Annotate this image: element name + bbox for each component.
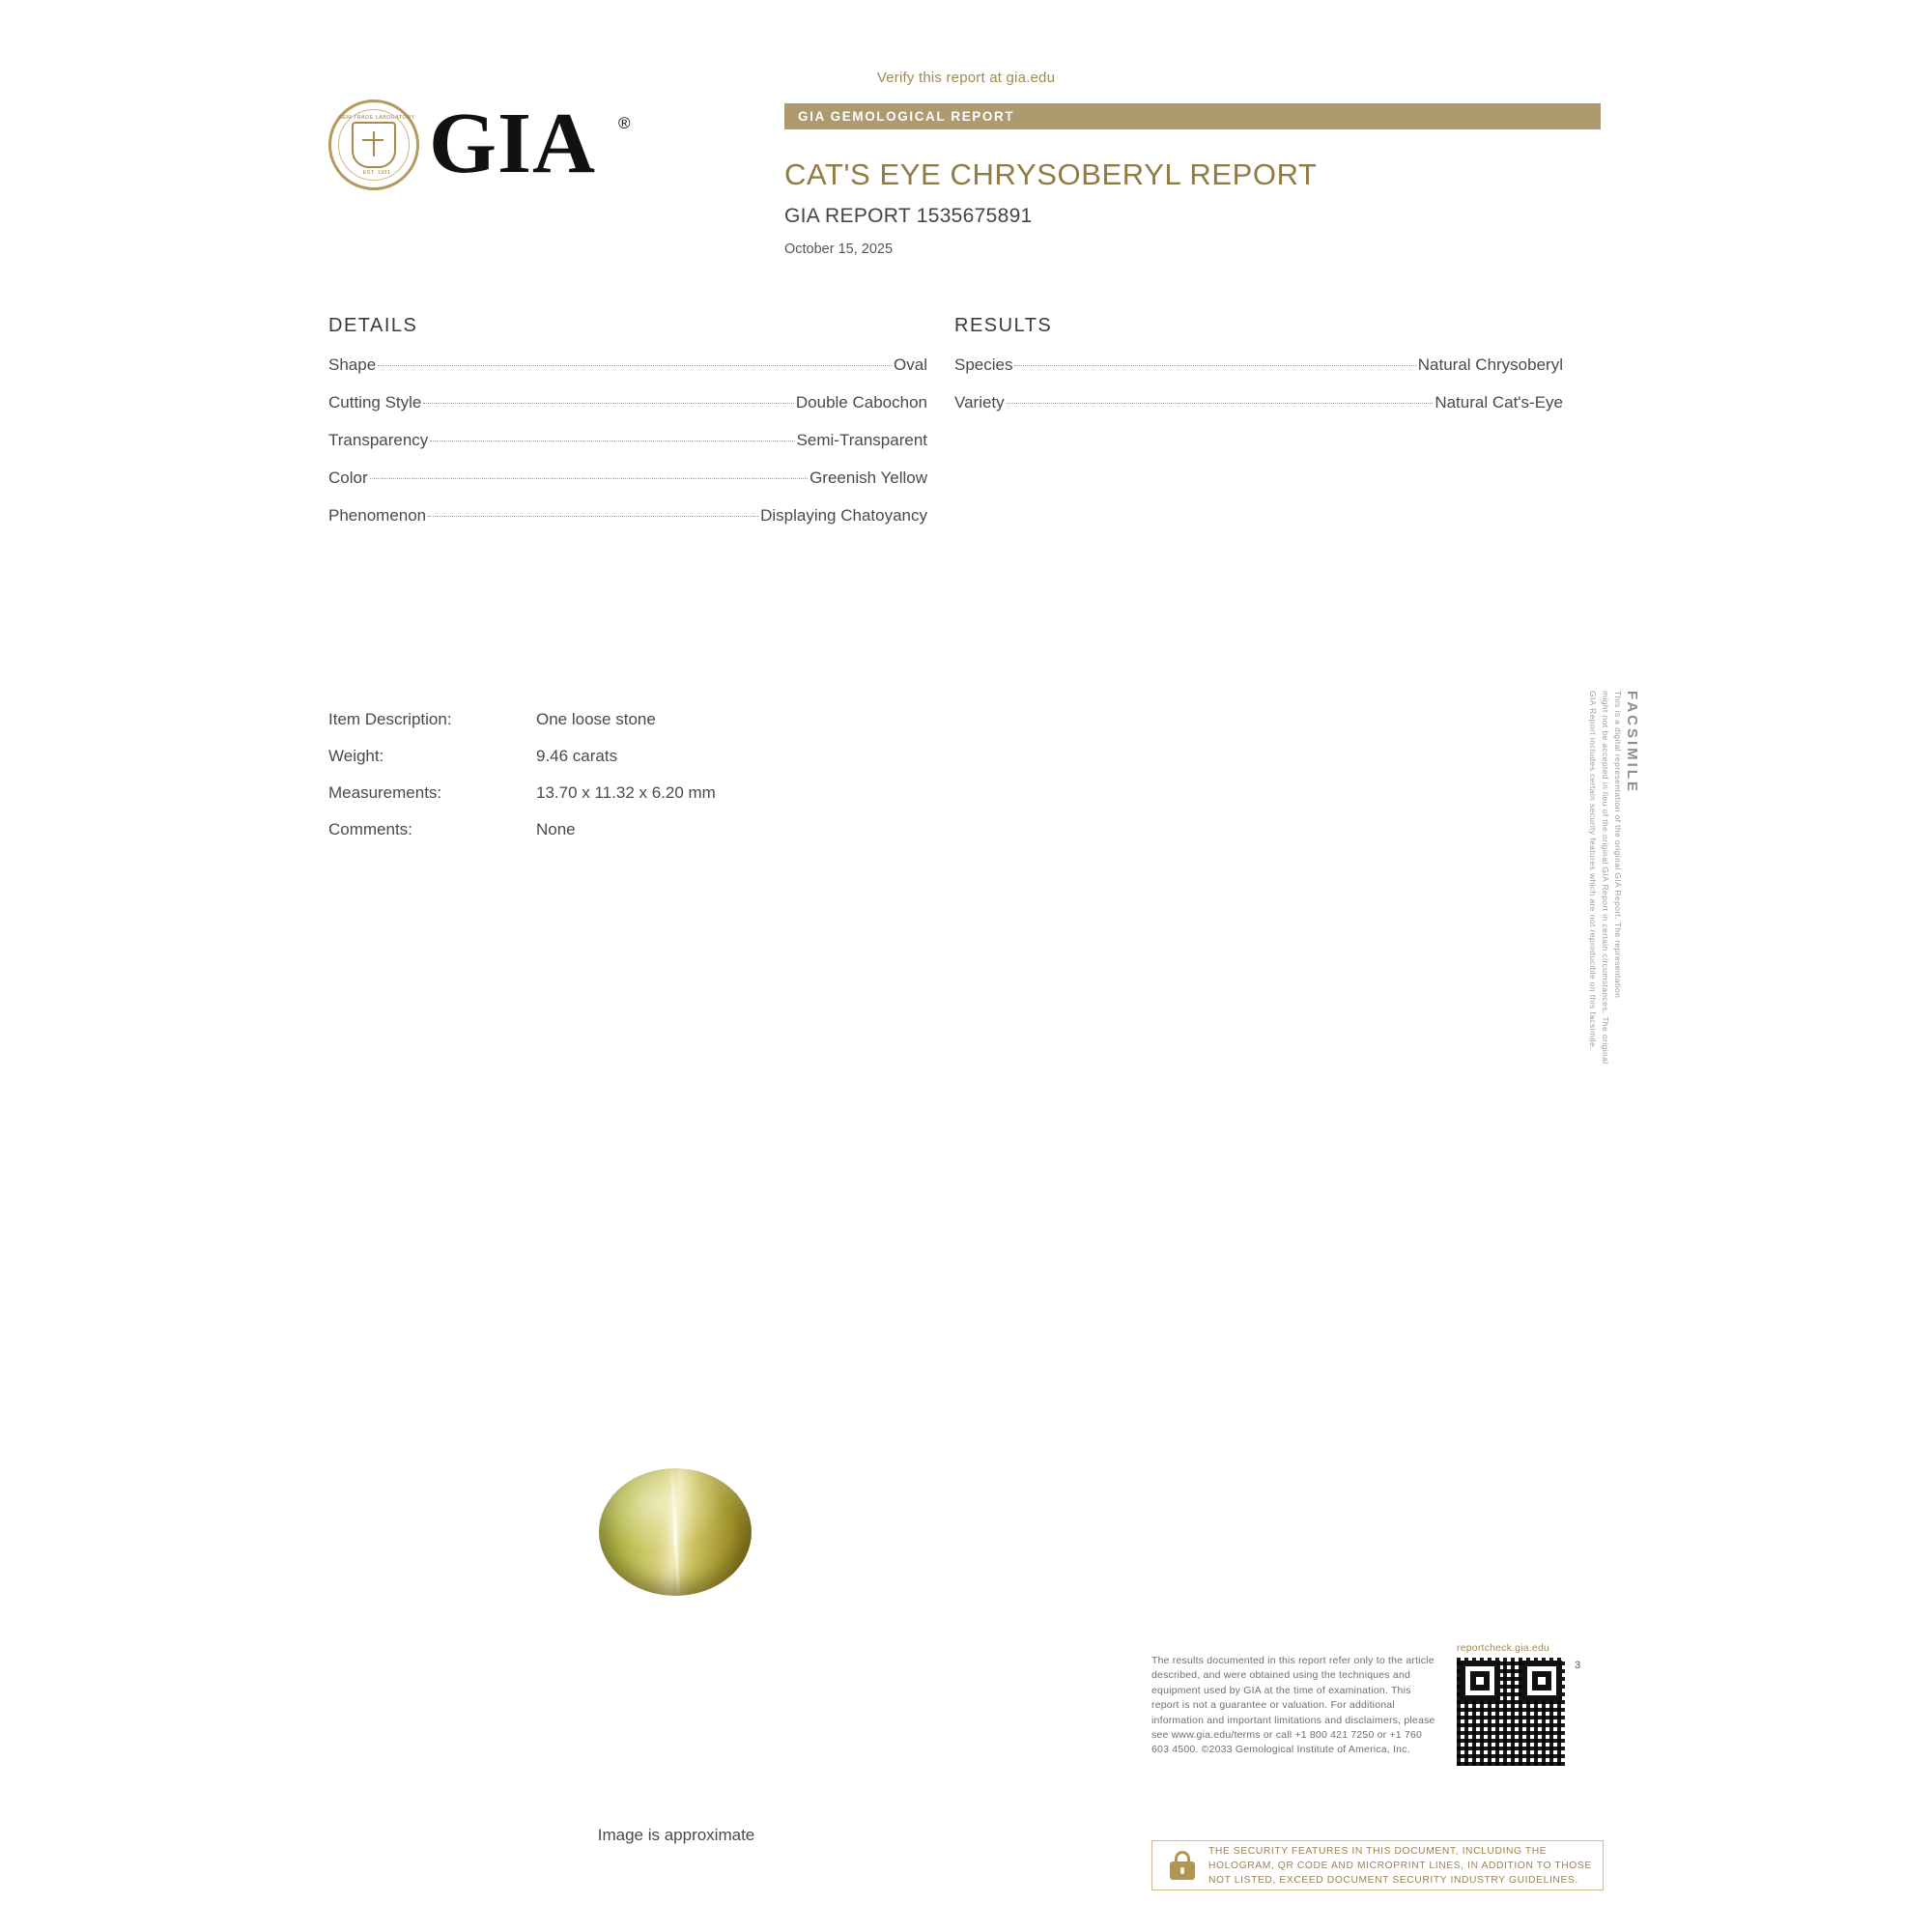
details-label-shape: Shape	[328, 355, 377, 374]
details-row-phenomenon	[328, 506, 927, 544]
details-list	[328, 355, 927, 544]
results-row-species	[954, 355, 1563, 393]
details-label-transparency: Transparency	[328, 431, 429, 449]
leader-dots	[1014, 365, 1415, 366]
seal-bottom-text: EST. 1931	[362, 170, 391, 176]
details-row-transparency	[328, 431, 927, 469]
facsimile-line-3: GIA Report includes certain security features which are not reproducible on this facsimile.	[1588, 691, 1598, 1050]
image-caption: Image is approximate	[597, 1826, 755, 1844]
qr-block	[1457, 1642, 1581, 1766]
results-list	[954, 355, 1563, 431]
details-heading: DETAILS	[328, 315, 418, 336]
item-key-description: Item Description:	[328, 710, 452, 728]
details-row-cutting-style	[328, 393, 927, 431]
qr-code-icon[interactable]	[1457, 1658, 1565, 1766]
item-value-comments: None	[536, 820, 576, 838]
facsimile-line-1: This is a digital representation of the original GIA Report. The representation	[1613, 691, 1623, 999]
report-number: GIA REPORT 1535675891	[784, 205, 1033, 227]
facsimile-notice	[1584, 691, 1652, 1232]
details-value-color: Greenish Yellow	[810, 469, 927, 487]
facsimile-line-2: might not be accepted in lieu of the original GIA Report in certain circumstances. The original	[1601, 691, 1610, 1065]
results-row-variety	[954, 393, 1563, 431]
gia-logo	[328, 97, 676, 193]
item-value-description: One loose stone	[536, 710, 656, 728]
report-date: October 15, 2025	[784, 242, 894, 257]
report-type-band	[784, 103, 1601, 129]
item-value-measurements: 13.70 x 11.32 x 6.20 mm	[536, 783, 716, 802]
seal-emblem-icon	[352, 122, 396, 168]
details-value-phenomenon: Displaying Chatoyancy	[760, 506, 927, 525]
footer-disclaimer: The results documented in this report refer only to the article described, and were obtained using the techniques and equipment used by GIA at the time of examination. This report is not a guarantee or valuation. For additional information and important limitations and disclaimers, please see www.gia.edu/terms or call +1 800 421 7250 or +1 760 603 4500. ©2033 Gemological Institute of America, Inc.	[1151, 1655, 1435, 1756]
results-heading: RESULTS	[954, 315, 1053, 336]
item-row-weight	[328, 747, 947, 783]
details-row-shape	[328, 355, 927, 393]
details-value-cutting-style: Double Cabochon	[795, 393, 927, 412]
facsimile-label: FACSIMILE	[1624, 691, 1640, 795]
seal-top-text: GEM TRADE LABORATORY	[338, 115, 415, 121]
leader-dots	[423, 403, 794, 404]
details-value-transparency: Semi-Transparent	[796, 431, 927, 449]
gia-seal-icon	[328, 99, 419, 190]
page-title: CAT'S EYE CHRYSOBERYL REPORT	[784, 157, 1318, 191]
details-label-cutting-style: Cutting Style	[328, 393, 422, 412]
item-key-comments: Comments:	[328, 820, 412, 838]
gemstone-image	[599, 1468, 752, 1596]
security-features-bar	[1151, 1840, 1604, 1890]
results-value-variety: Natural Cat's-Eye	[1435, 393, 1563, 412]
lock-icon	[1170, 1851, 1195, 1880]
lock-body	[1170, 1861, 1195, 1880]
reportcheck-url[interactable]: reportcheck.gia.edu	[1457, 1642, 1550, 1654]
verify-report-link[interactable]: Verify this report at gia.edu	[876, 70, 1056, 86]
registered-trademark-icon: ®	[618, 114, 631, 132]
gia-wordmark: GIA	[429, 96, 597, 191]
details-value-shape: Oval	[894, 355, 927, 374]
security-features-text: THE SECURITY FEATURES IN THIS DOCUMENT, INCLUDING THE HOLOGRAM, QR CODE AND MICROPRINT LINES, IN ADDITION TO THOSE NOT LISTED, EXCEED DOCUMENT SECURITY INDUSTRY GUIDELINES.	[1208, 1845, 1592, 1886]
item-row-comments	[328, 820, 947, 857]
gemstone-figure	[580, 1468, 869, 1855]
leader-dots	[428, 516, 758, 517]
page-number: 3	[1575, 1660, 1581, 1671]
item-row-description	[328, 710, 947, 747]
details-label-color: Color	[328, 469, 368, 487]
leader-dots	[370, 478, 808, 479]
results-label-species: Species	[954, 355, 1013, 374]
results-label-variety: Variety	[954, 393, 1005, 412]
leader-dots	[1007, 403, 1434, 404]
details-row-color	[328, 469, 927, 506]
report-type-label: GIA GEMOLOGICAL REPORT	[798, 109, 1015, 124]
details-label-phenomenon: Phenomenon	[328, 506, 427, 525]
item-description-block	[328, 710, 947, 857]
item-key-measurements: Measurements:	[328, 783, 442, 802]
leader-dots	[378, 365, 892, 366]
item-row-measurements	[328, 783, 947, 820]
item-key-weight: Weight:	[328, 747, 384, 765]
results-value-species: Natural Chrysoberyl	[1417, 355, 1563, 374]
leader-dots	[430, 440, 794, 441]
item-value-weight: 9.46 carats	[536, 747, 618, 765]
